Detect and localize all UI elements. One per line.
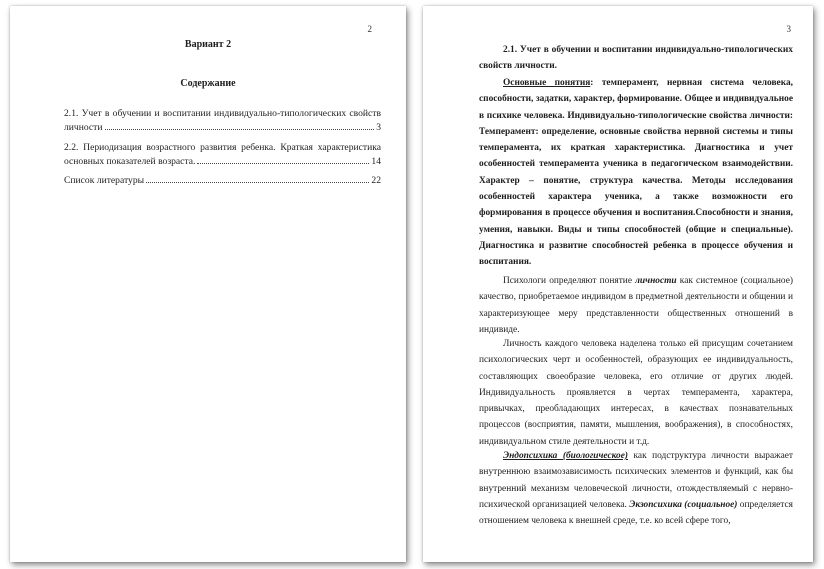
right-page xyxy=(423,6,813,562)
toc-title: Содержание xyxy=(180,78,236,89)
key-concepts-text: : темперамент, нервная система человека, способности, задатки, характер, формирование. Общее и индивидуальное в психике человека. Индивидуально-типологические свойства личности: Темперамент: определение, основные свойства нервной системы и типы темперамента, их краткая характеристика. Диагностика и учет особенностей темперамента ученика в педагогическом взаимодействии. Характер – понятие, структура качества. Методы исследования особенностей характера ученика, а также возможности его формирования в процессе обучения и воспитания.Способности и знания, умения, навыки. Виды и типы способностей (общие и специальные). Диагностика и развитие способностей ребенка в процессе обучения и воспитания. xyxy=(479,78,793,268)
term-exopsyche: Экзопсихика (социальное) xyxy=(629,499,738,510)
toc-leader xyxy=(146,182,369,183)
toc-entry-text: основных показателей возраста. xyxy=(64,156,196,168)
section-heading: 2.1. Учет в обучении и воспитании индивидуально-типологических свойств личности. xyxy=(479,45,793,72)
toc-entry-text: 2.1. Учет в обучении и воспитании индивидуально-типологических свойств xyxy=(64,108,381,119)
toc-entry-text: 2.2. Периодизация возрастного развития ребенка. Краткая характеристика xyxy=(64,142,381,153)
page-number: 3 xyxy=(786,24,791,34)
term-endopsyche: Эндопсихика (биологическое) xyxy=(503,451,628,461)
toc-entry-page: 14 xyxy=(371,156,381,168)
body-paragraph xyxy=(479,273,793,338)
body-paragraph: Личность каждого человека наделена только ей присущим сочетанием психологических черт и особенностей, образующих ее индивидуальность, составляющих своеобразие человека, его отличие от других людей. Индивидуальность проявляется в чертах темперамента, характера, привычках, преобладающих интересах, в качествах познавательных процессов (восприятия, памяти, мышления, воображения), в способностях, индивидуальном стиле деятельности и т.д. xyxy=(479,339,793,447)
body-paragraph xyxy=(479,448,793,529)
page-number: 2 xyxy=(367,24,372,34)
key-concepts-label: Основные понятия xyxy=(503,78,591,88)
paragraph-text: Психологи определяют понятие xyxy=(503,276,636,286)
toc-entry[interactable] xyxy=(64,141,381,170)
left-page xyxy=(10,6,406,562)
toc-entry-page: 22 xyxy=(371,175,381,186)
term-personality: личности xyxy=(635,276,677,286)
toc-entry-text: Список литературы xyxy=(64,175,145,186)
toc-leader xyxy=(197,163,369,164)
paragraph-text: как подструктура личности выражает внутреннюю взаимозависимость психических элементов и функций, как бы внутренний механизм человеческой личности, отождествляемый с нервно-психической организацией человека. xyxy=(479,451,794,510)
toc-leader xyxy=(105,129,375,130)
toc-entry-text: личности xyxy=(64,122,103,134)
toc-entry[interactable] xyxy=(64,107,381,136)
toc-entry[interactable] xyxy=(64,174,381,188)
toc-entry-page: 3 xyxy=(376,122,381,134)
key-concepts-paragraph xyxy=(479,75,793,271)
paragraph-text: как системное (социальное) качество, приобретаемое индивидом в предметной деятельности и общении и характеризующее меру представленности общественных отношений в индивиде. xyxy=(479,276,793,335)
variant-title: Вариант 2 xyxy=(184,39,232,50)
paragraph-text: определяется отношением человека к внешней среде, т.е. ко всей сфере того, xyxy=(479,499,793,527)
